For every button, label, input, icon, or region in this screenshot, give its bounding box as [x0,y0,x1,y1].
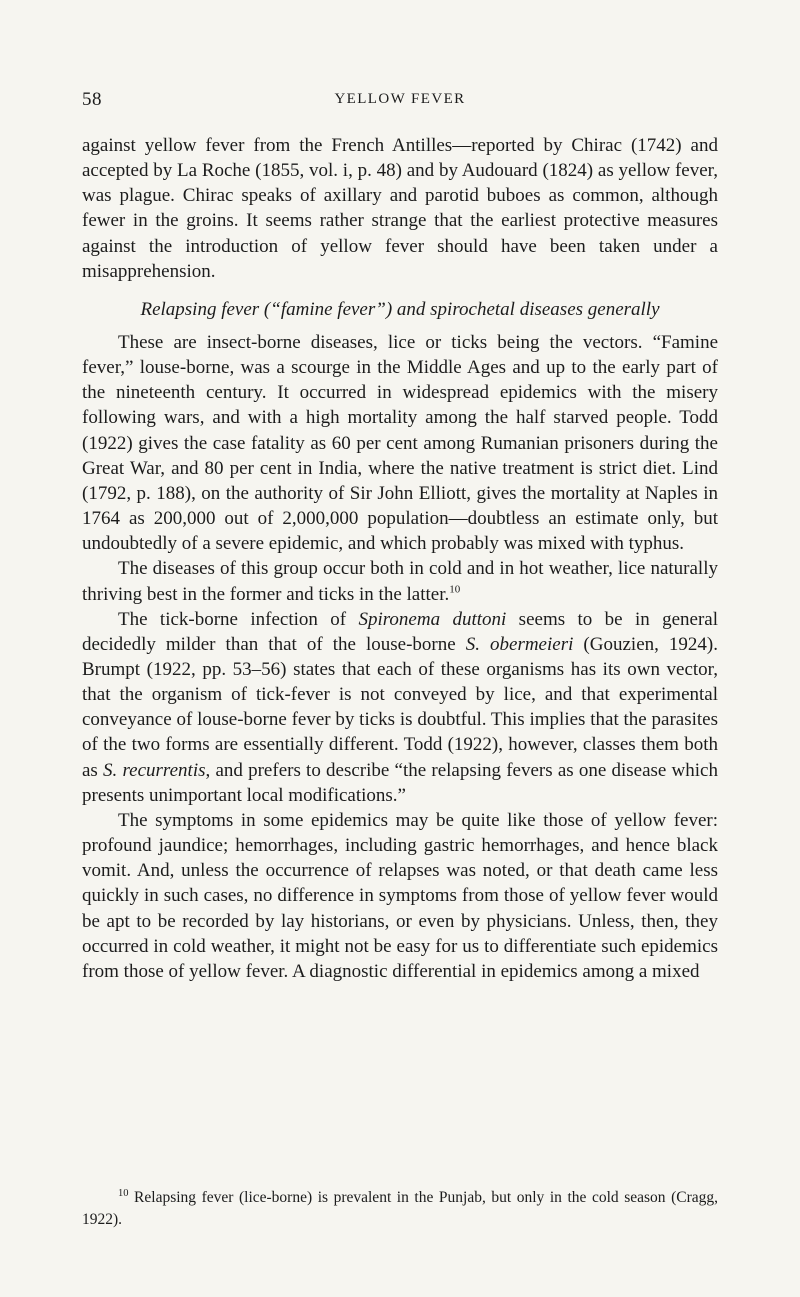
paragraph-weather [82,556,718,606]
text-segment: seems to be in general decidedly milder than that of the louse-borne [82,608,718,655]
section-heading: Relapsing fever (“famine fever”) and spirochetal diseases generally [140,298,660,320]
footnote-reference: 10 [449,583,461,596]
footnote [82,1187,718,1231]
running-title: YELLOW FEVER [334,91,466,107]
footnote-text [82,1187,718,1231]
paragraph-vectors: These are insect-borne diseases, lice or ticks being the vectors. “Famine fever,” louse-borne, was a scourge in the Middle Ages and up to the early part of the nineteenth century. It occurred in widespread epidemics with the misery following wars, and with a high mortality among the half starved people. Todd (1922) gives the case fatality as 60 per cent among Rumanian prisoners during the Great War, and 80 per cent in India, where the native treatment is strict diet. Lind (1792, p. 188), on the authority of Sir John Elliott, gives the mortality at Naples in 1764 as 200,000 out of 2,000,000 population—doubtless an estimate only, but undoubtedly of a severe epidemic, and which probably was mixed with typhus. [82,331,718,555]
paragraph-tick-borne [82,607,718,808]
species-name: S. obermeieri [465,633,574,655]
text-segment: The tick-borne infection of [118,608,359,630]
footnote-marker: 10 [118,1187,129,1199]
species-name: S. recurrentis [103,759,206,781]
body-text [82,133,718,984]
text-segment: , and prefers to describe “the relapsing fevers as one disease which presents unimportant local modifications.” [82,759,718,806]
paragraph-continuation: against yellow fever from the French Antilles—reported by Chirac (1742) and accepted by La Roche (1855, vol. i, p. 48) and by Audouard (1824) as yellow fever, was plague. Chirac speaks of axillary and parotid buboes as common, although fewer in the groins. It seems rather strange that the earliest protective measures against the introduction of yellow fever should have been taken under a misapprehension. [82,135,718,282]
page-number: 58 [82,89,102,110]
text-segment: (Gouzien, 1924). Brumpt (1922, pp. 53–56) states that each of these organisms has its own vector, that the organism of tick-fever is not conveyed by lice, and that experimental conveyance of louse-borne fever by ticks is doubtful. This implies that the parasites of the two forms are essentially different. Todd (1922), however, classes them both as [82,633,719,781]
footnote-body: Relapsing fever (lice-borne) is prevalent in the Punjab, but only in the cold season (Cragg, 1922). [82,1189,718,1228]
species-name: Spironema duttoni [358,608,507,630]
paragraph-symptoms: The symptoms in some epidemics may be quite like those of yellow fever: profound jaundice; hemorrhages, including gastric hemorrhages, and hence black vomit. And, unless the occurrence of relapses was noted, or that death came less quickly in such cases, no difference in symptoms from those of yellow fever would be apt to be recorded by lay historians, or even by physicians. Unless, then, they occurred in cold weather, it might not be easy for us to differentiate such epidemics from those of yellow fever. A diagnostic differential in epidemics among a mixed [82,809,718,982]
page-header [82,89,718,113]
paragraph-weather-text: The diseases of this group occur both in cold and in hot weather, lice naturally thriving best in the former and ticks in the latter. [82,558,718,605]
